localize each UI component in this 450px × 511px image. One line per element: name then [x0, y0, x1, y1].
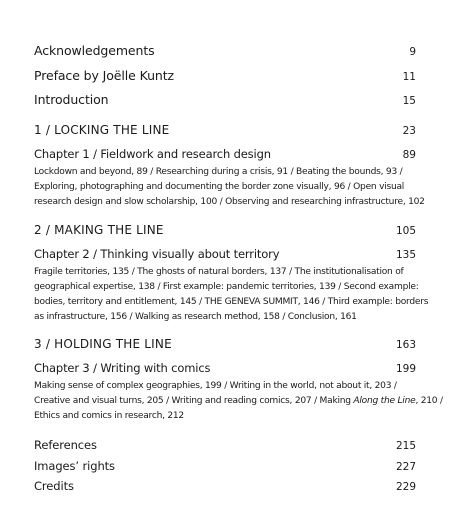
- toc-entry-acknowledgements: [34, 43, 416, 58]
- toc-entry-page: 229: [395, 481, 416, 493]
- part-page: 163: [395, 339, 416, 351]
- section-line: Ethics and comics in research, 212: [34, 411, 184, 421]
- section-title-italic: Along the Line: [353, 396, 416, 406]
- chapter-title: Chapter 1 / Fieldwork and research design: [34, 147, 271, 161]
- part-page: 105: [395, 225, 416, 237]
- chapter-page: 199: [395, 363, 416, 375]
- toc-entry-images-rights: [34, 459, 416, 473]
- chapter-title: Chapter 2 / Thinking visually about territory: [34, 247, 280, 261]
- toc-entry-page: 11: [402, 71, 416, 83]
- toc-entry-label: Credits: [34, 479, 74, 493]
- section-line: research design and slow scholarship, 100 / Observing and researching infrastructure, 102: [34, 197, 425, 207]
- part-title: 1 / LOCKING THE LINE: [34, 123, 170, 137]
- section-line: Fragile territories, 135 / The ghosts of natural borders, 137 / The institutionalisation of: [34, 267, 404, 277]
- chapter-1-sections: [34, 165, 424, 210]
- section-line: Lockdown and beyond, 89 / Researching during a crisis, 91 / Beating the bounds, 93 /: [34, 167, 403, 177]
- section-line: as infrastructure, 156 / Walking as research method, 158 / Conclusion, 161: [34, 312, 357, 322]
- part-page: 23: [402, 125, 416, 137]
- part-title: 2 / MAKING THE LINE: [34, 223, 164, 237]
- section-line: Exploring, photographing and documenting the border zone visually, 96 / Open visual: [34, 182, 405, 192]
- section-line: [34, 394, 443, 409]
- toc-entry-page: 9: [409, 46, 416, 58]
- toc-chapter-1: [34, 147, 416, 161]
- toc-part-1-heading: [34, 123, 416, 137]
- section-text: , 210 /: [415, 396, 443, 406]
- toc-entry-page: 215: [395, 440, 416, 452]
- toc-entry-page: 15: [402, 95, 416, 107]
- toc-entry-references: [34, 438, 416, 452]
- toc-part-2-heading: [34, 223, 416, 237]
- section-line: bodies, territory and entitlement, 145 / THE GENEVA SUMMIT, 146 / Third example: borders: [34, 297, 429, 307]
- toc-entry-label: Acknowledgements: [34, 43, 155, 58]
- toc-entry-introduction: [34, 92, 416, 107]
- toc-entry-label: References: [34, 438, 97, 452]
- toc-entry-page: 227: [395, 461, 416, 473]
- chapter-2-sections: [34, 265, 429, 325]
- toc-entry-preface: [34, 68, 416, 83]
- toc-entry-credits: [34, 479, 416, 493]
- toc-entry-label: Preface by Joëlle Kuntz: [34, 68, 174, 83]
- toc-chapter-3: [34, 361, 416, 375]
- chapter-title: Chapter 3 / Writing with comics: [34, 361, 211, 375]
- chapter-page: 89: [402, 149, 416, 161]
- section-line: geographical expertise, 138 / First example: pandemic territories, 139 / Second example:: [34, 282, 419, 292]
- section-line: Making sense of complex geographies, 199 / Writing in the world, not about it, 203 /: [34, 381, 397, 391]
- toc-entry-label: Introduction: [34, 92, 109, 107]
- toc-part-3-heading: [34, 337, 416, 351]
- chapter-3-sections: [34, 379, 443, 424]
- toc-entry-label: Images’ rights: [34, 459, 115, 473]
- section-text: Creative and visual turns, 205 / Writing and reading comics, 207 / Making: [34, 396, 354, 406]
- toc-chapter-2: [34, 247, 416, 261]
- part-title: 3 / HOLDING THE LINE: [34, 337, 172, 351]
- chapter-page: 135: [395, 249, 416, 261]
